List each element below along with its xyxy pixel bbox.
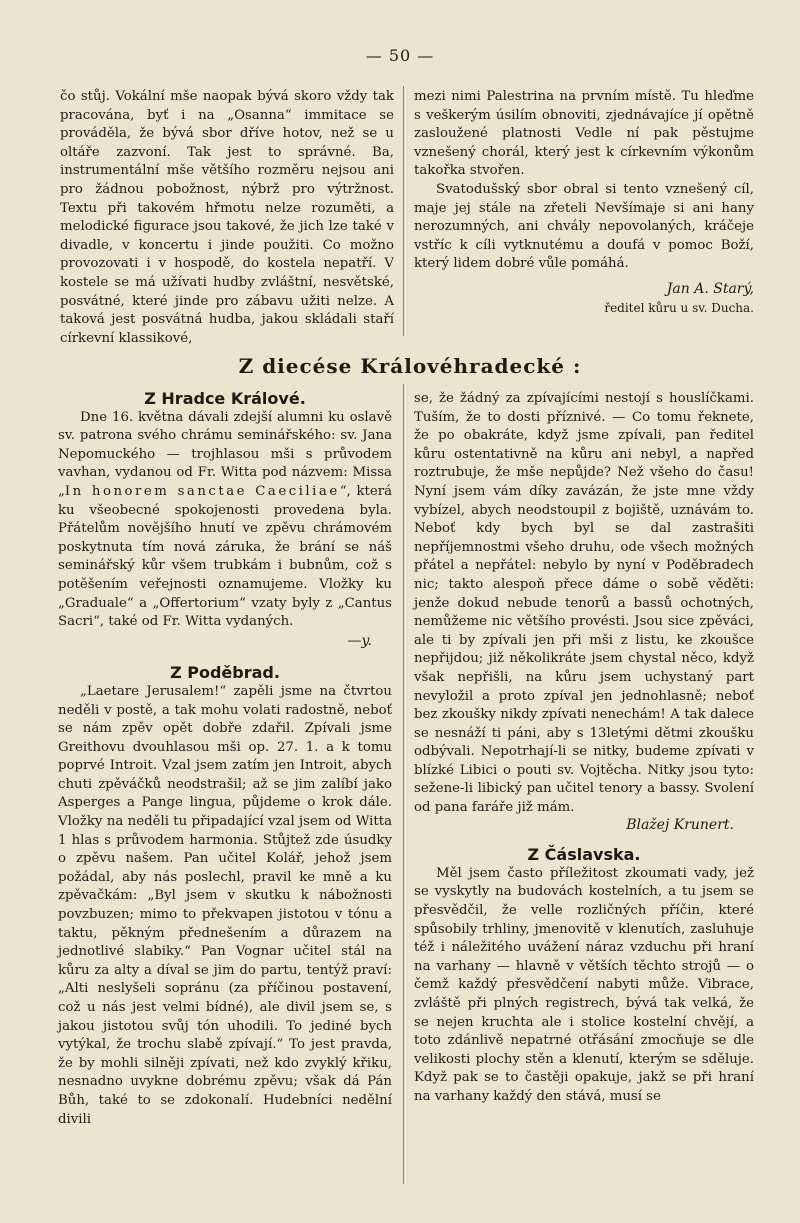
- article-continuation-left: [60, 88, 394, 348]
- paragraph: [58, 409, 392, 632]
- column-divider: [403, 86, 404, 336]
- article-signature: Blažej Krunert.: [626, 816, 734, 833]
- page-number: — 50 —: [365, 46, 435, 65]
- text-run: Dne 16. května dávali zdejší alumni ku oslavě sv. patrona svého chrámu seminářského: sv. Jana Nepomuckého — trojhlasou mši s průvodem vavhan, vydanou od Fr. Witta pod názvem: Missa „: [58, 409, 392, 499]
- paragraph: čo stůj. Vokální mše naopak bývá skoro vždy tak pracována, byť i na „Osanna“ immitace se prováděla, že bývá sbor dříve hotov, než se u oltáře zazvoní. Tak jest to správné. Ba, instrumentální mše většího rozměru nejsou ani pro žádnou pobožnost, nýbrž pro výtržnost. Textu při takovém hřmotu nelze rozuměti, a melodické figurace jsou takové, že jich lze také v divadle, v koncertu i jinde použiti. Co možno provozovati i v hospodě, do kostela nepatří. V kostele se má užívati hudby zvláštní, nesvětské, posvátné, které jinde pro zábavu užiti nelze. A taková jest posvátná hudba, jakou skládali staří církevní klassikové,: [60, 89, 394, 346]
- paragraph: se, že žádný za zpívajícími nestojí s houslíčkami. Tuším, že to dosti příznivé. — Co tomu řeknete, že po obakráte, když jsme zpívali, pan ředitel kůru ostentativně na kůru ani nebyl, a napřed roztrubuje, že mše nepůjde? Než všeho do času! Nyní jsem vám díky zavázán, že jste mne vždy vybízel, abych neodstoupil z bojiště, uznávám to. Neboť kdy bych byl se dal zastrašiti nepříjemnostmi všeho druhu, ode všech možných přátel a nepřátel: nebylo by nyní v Poděbradech nic; takto alespoň přece dáme o sobě věděti: jenže dokud nebude tenorů a bassů ochotných, nemůžeme nic většího provésti. Jsou sice zpěváci, ale ti by zpívali jen při mši z listu, ke zkoušce nepřijdou; již několikráte jsem chystal něco, když však nepřišli, na kůru jsem uchystaný part nevyložil a proto zpíval jen jednohlasně; neboť bez zkoušky nikdy zpívati nenechám! A tak dalece se nesnáží ti páni, aby s 13letými dětmi zkoušku odbývali. Nepotrhají-li se nitky, budeme zpívati v blízké Libici o pouti sv. Vojtěcha. Nitky jsou tyto: sežene-li libický pan učitel tenory a bassy. Svolení od pana faráře již mám.: [414, 391, 754, 816]
- article-heading: Z Hradce Králové.: [144, 389, 306, 408]
- mass-title: In honorem sanctae Caeciliae: [64, 483, 340, 499]
- section-heading: Z diecése Královéhradecké :: [238, 354, 582, 378]
- article-heading: Z Čáslavska.: [527, 845, 641, 865]
- column-right: [414, 390, 754, 1107]
- article-signature: —y.: [347, 632, 372, 649]
- signature-name: Jan A. Starý,: [666, 280, 754, 297]
- column-left: [58, 390, 392, 1129]
- article-continuation-right: [414, 88, 754, 317]
- paragraph: „Laetare Jerusalem!“ zapěli jsme na čtvrtou neděli v postě, a tak mohu volati radostně, neboť se nám zpěv opět dobře zdařil. Zpívali jsme Greithovu dvouhlasou mši op. 27. 1. a k tomu poprvé Introit. Vzal jsem zatím jen Introit, abych chuti zpěváčků neodstrašil; až se jim zalíbí jako Asperges a Pange lingua, půjdeme o krok dále. Vložky na neděli tu připadající vzal jsem od Witta 1 hlas s průvodem harmonia. Stůjtež zde úsudky o zpěvu našem. Pan učitel Kolář, jehož jsem požádal, aby nás poslechl, pravil ke mně a ku zpěvačkám: „Byl jsem v skutku k nábožnosti povzbuzen; mimo to překvapen jistotou v tónu a taktu, pěkným přednešením a důrazem na jednotlivé slabiky.“ Pan Vognar učitel stál na kůru za alty a díval se jim do partu, tentýž praví: „Alti neslyšeli sopránu (za příčinou postavení, což u nás jest velmi bídné), ale divil jsem se, s jakou jistotou svůj tón uhodili. To jediné bych vytýkal, že trochu slabě zpívají.“ To jest pravda, že by mohli silněji zpívati, než kdo zvyklý křiku, nesnadno uvykne dobrému zpěvu; však dá Pán Bůh, také to se zdokonalí. Hudebníci nedělní divili: [58, 683, 392, 1127]
- paragraph: mezi nimi Palestrina na prvním místě. Tu hleďme s veškerým úsilím obnoviti, zjednávajíce jí opětně zasloužené platnosti Vedle ní pak pěstujme vznešený chorál, který jest k církevním výkonům takořka stvořen.: [414, 89, 754, 179]
- paragraph: Měl jsem často příležitost zkoumati vady, jež se vyskytly na budovách kostelních, a tu jsem se přesvědčil, že velle rozličných příčin, které spůsobily trhliny, jmenovitě v klenutích, zasluhuje též i náležitého uvážení náraz vzduchu při hraní na varhany — hlavně v větších těchto strojů — o čemž každý přesvědčení nabyti může. Vibrace, zvláště při plných registrech, bývá tak velká, že se nejen kruchta ale i stolice kostelní chvějí, a toto zdánlivě nepatrné otřásání zmocňuje se dle velikosti plochy stěn a klenutí, kterým se sděluje. Když pak se to častěji opakuje, jakž se při hraní na varhany každý den stává, musí se: [414, 865, 754, 1104]
- column-divider: [403, 384, 404, 1184]
- paragraph: Svatodušský sbor obral si tento vznešený cíl, maje jej stále na zřeteli Nevšímaje si ani hany nerozumných, ani chvály nepovolaných, kráčeje vstříc k cíli vytknutému a doufá v pomoc Boží, který lidem dobré vůle pomáhá.: [414, 181, 754, 272]
- article-heading: Z Poděbrad.: [170, 663, 280, 683]
- text-run: “, která ku všeobecné spokojenosti provedena byla. Přátelům novějšího hnutí ve zpěvu chrámovém poskytnuta tím nová záruka, že brání se náš seminářský kůr všem trubkám i bubnům, což s potěšením veřejnosti oznamujeme. Vložky ku „Graduale“ a „Offertorium“ vzaty byly z „Cantus Sacri“, také od Fr. Witta vydaných.: [58, 483, 392, 630]
- signature-title: ředitel kůru u sv. Ducha.: [604, 300, 754, 315]
